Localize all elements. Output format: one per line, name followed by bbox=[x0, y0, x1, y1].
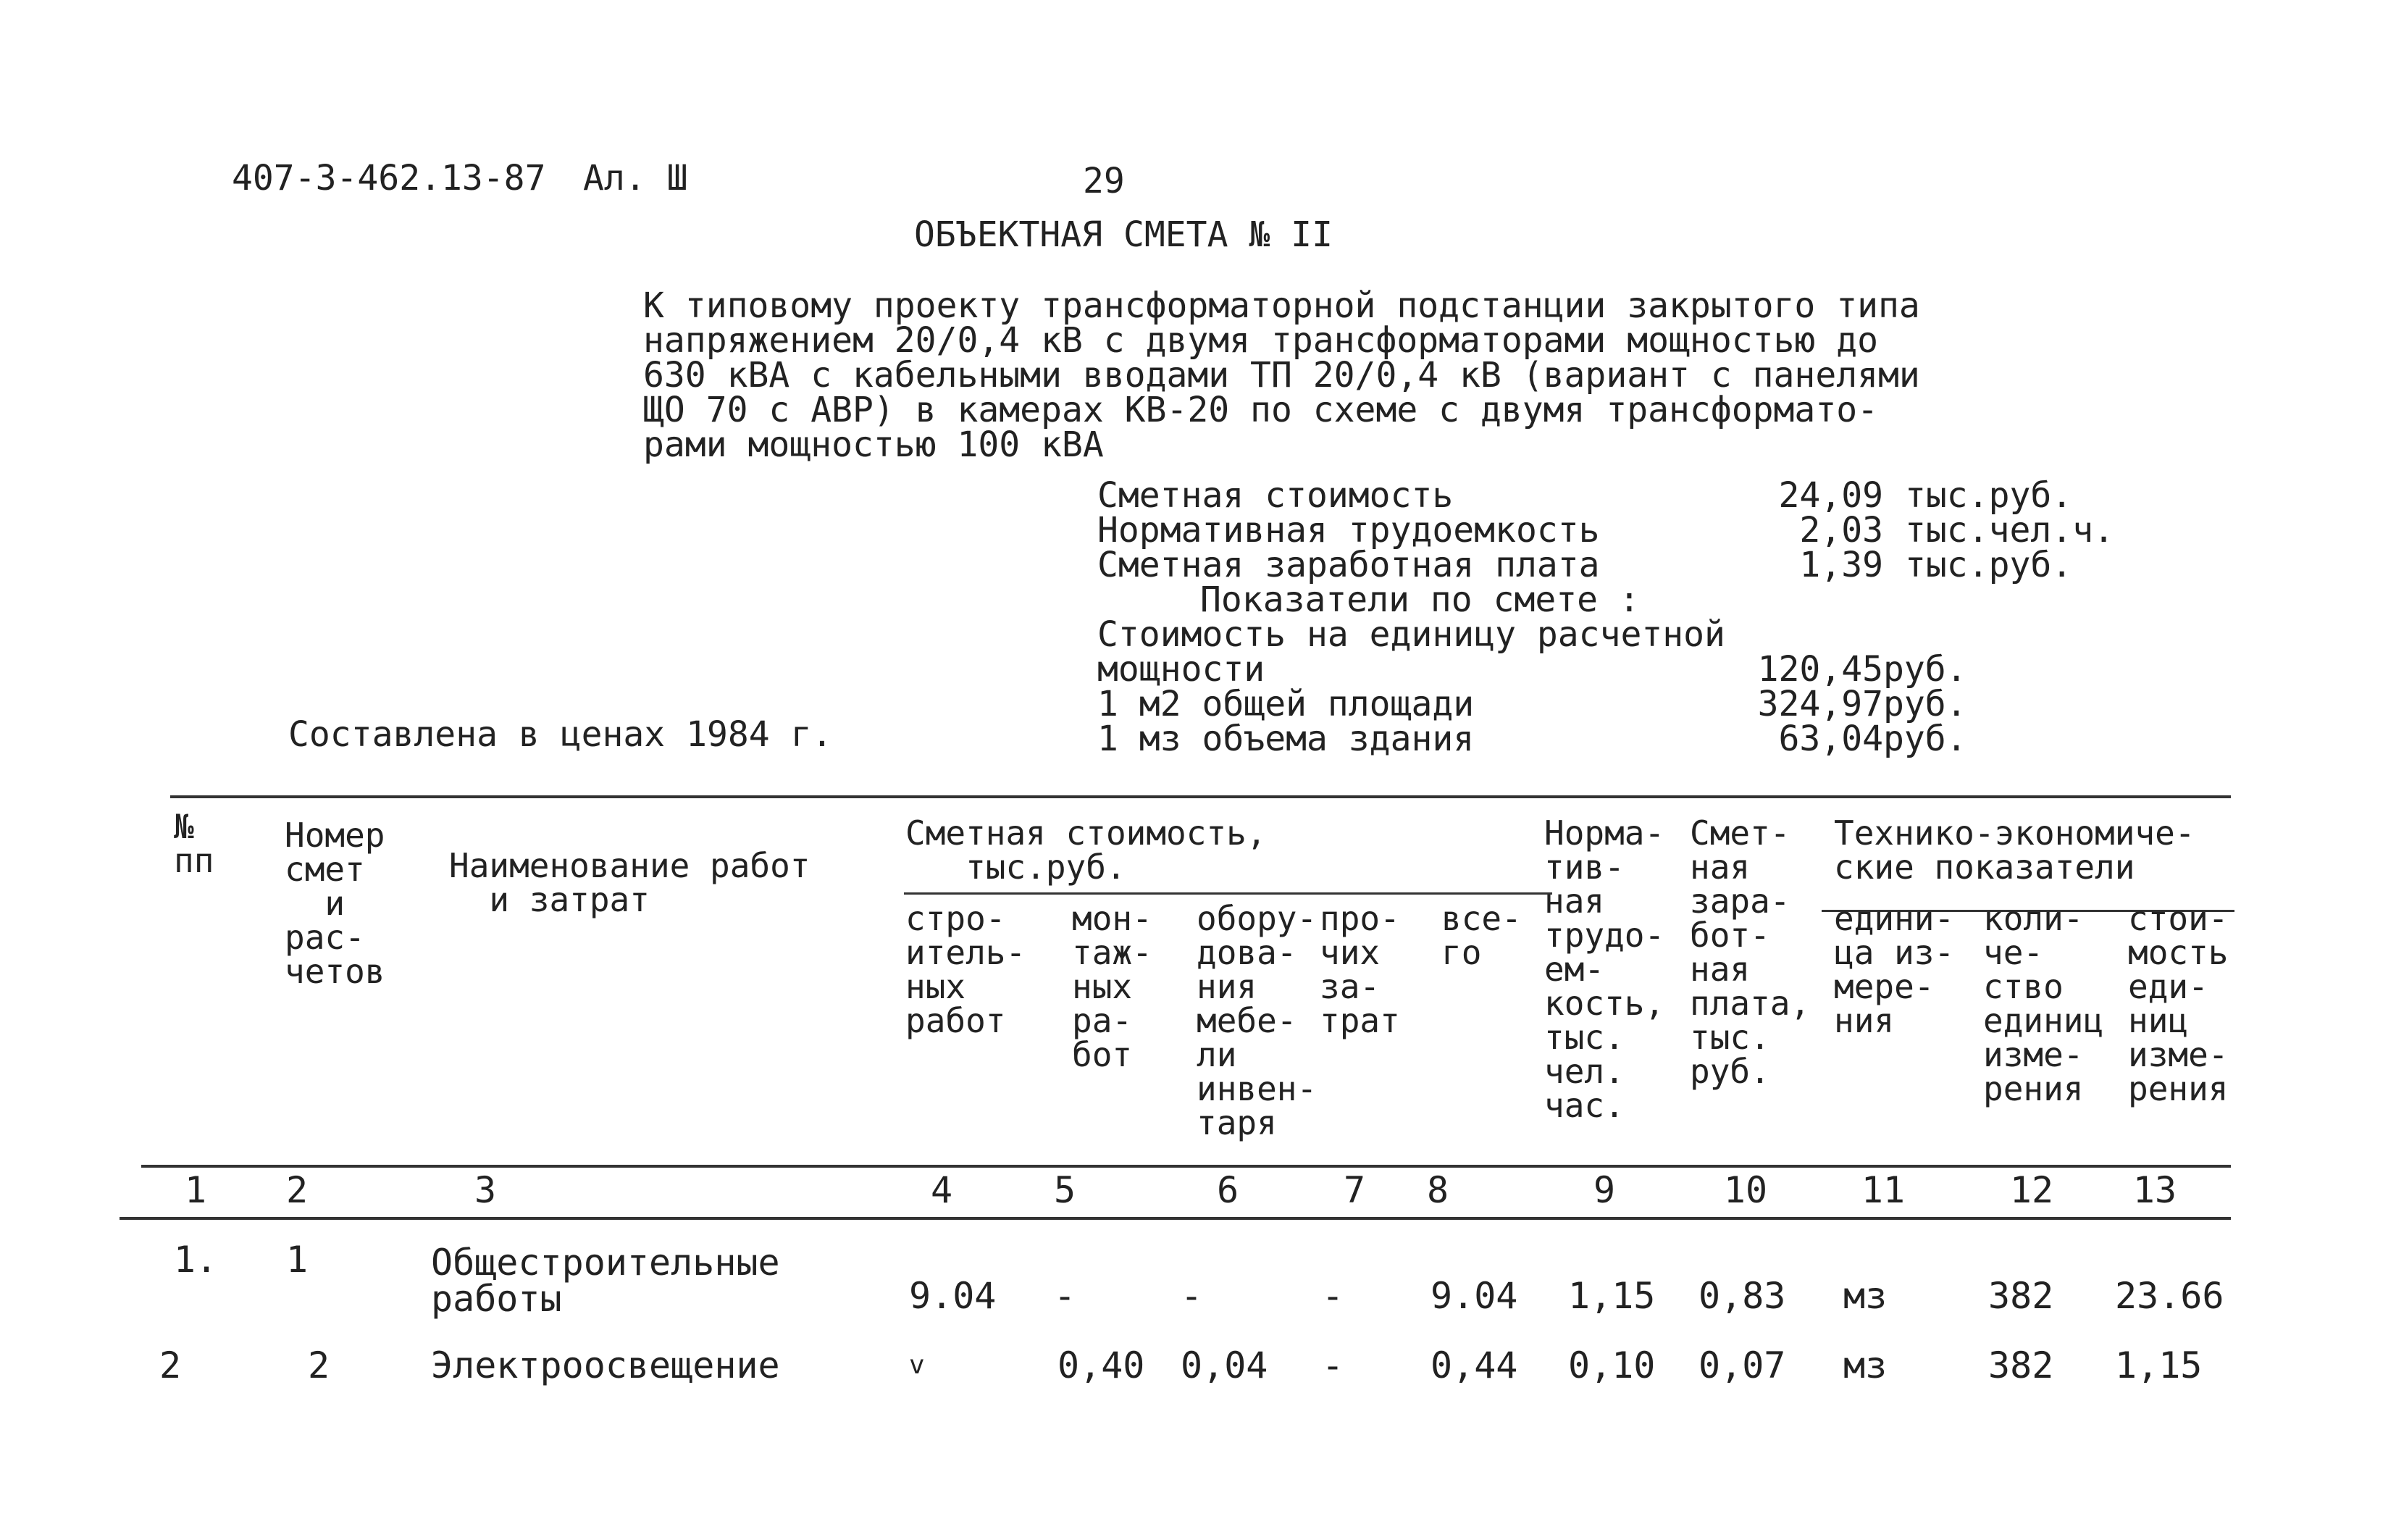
row-other: - bbox=[1321, 1275, 1344, 1317]
description-line-1: К типовому проекту трансформаторной подстанции закрытого типа bbox=[643, 285, 1920, 326]
row-number: 2 bbox=[159, 1344, 182, 1386]
document-title: ОБЪЕКТНАЯ СМЕТА № II bbox=[914, 214, 1333, 255]
row-number: 1. bbox=[173, 1239, 218, 1281]
table-top-rule bbox=[170, 795, 2231, 798]
description-line-3: 630 кВА с кабельными вводами ТП 20/0,4 кВ (вариант с панелями bbox=[643, 355, 1920, 396]
column-number-1: 1 bbox=[184, 1169, 207, 1211]
summary-area-unit: руб. bbox=[1883, 684, 1967, 724]
summary-area-value: 324,97 bbox=[1757, 684, 1883, 724]
header-tech-group: Технико-экономиче- ские показатели bbox=[1834, 813, 2195, 887]
description-line-5: рами мощностью 100 кВА bbox=[643, 424, 1104, 465]
row-total: 0,44 bbox=[1431, 1344, 1518, 1386]
summary-labor-value: 2,03 bbox=[1799, 510, 1883, 551]
column-number-7: 7 bbox=[1343, 1169, 1366, 1211]
summary-area-label: 1 м2 общей площади bbox=[1097, 684, 1475, 724]
header-estimate-number: Номер смет и рас- четов bbox=[285, 816, 385, 991]
column-number-5: 5 bbox=[1053, 1169, 1076, 1211]
description-line-2: напряжением 20/0,4 кВ с двумя трансформаторами мощностью до bbox=[643, 320, 1879, 361]
summary-wage-label: Сметная заработная плата bbox=[1097, 545, 1600, 585]
row-construction: v bbox=[909, 1350, 925, 1380]
row-installation: 0,40 bbox=[1057, 1344, 1145, 1386]
column-number-12: 12 bbox=[2009, 1169, 2054, 1211]
column-number-8: 8 bbox=[1426, 1169, 1449, 1211]
summary-unit-cost-label-2: мощности bbox=[1097, 649, 1265, 690]
row-unit-cost: 1,15 bbox=[2115, 1344, 2203, 1386]
row-total: 9.04 bbox=[1431, 1275, 1518, 1317]
row-name: Общестроительные работы bbox=[431, 1242, 780, 1320]
row-quantity: 382 bbox=[1988, 1275, 2054, 1317]
row-unit: мз bbox=[1843, 1344, 1888, 1386]
column-numbers-rule bbox=[120, 1217, 2231, 1220]
header-construction: стро- итель- ных работ bbox=[905, 899, 1026, 1040]
summary-cost-unit: тыс.руб. bbox=[1905, 475, 2073, 516]
row-equipment: - bbox=[1180, 1275, 1203, 1317]
column-number-4: 4 bbox=[930, 1169, 953, 1211]
header-wage: Смет- ная зара- бот- ная плата, тыс. руб. bbox=[1690, 813, 1811, 1091]
summary-labor-label: Нормативная трудоемкость bbox=[1097, 510, 1600, 551]
page-number: 29 bbox=[1083, 161, 1125, 201]
header-total: все- го bbox=[1441, 899, 1522, 972]
summary-wage-unit: тыс.руб. bbox=[1905, 545, 2073, 585]
row-equipment: 0,04 bbox=[1181, 1344, 1268, 1386]
summary-indicators-label: Показатели по смете : bbox=[1200, 579, 1640, 620]
summary-labor-unit: тыс.чел.ч. bbox=[1905, 510, 2114, 551]
row-unit: мз bbox=[1843, 1275, 1888, 1317]
row-wage: 0,83 bbox=[1698, 1275, 1786, 1317]
summary-wage-value: 1,39 bbox=[1799, 545, 1883, 585]
header-installation: мон- таж- ных ра- бот bbox=[1072, 899, 1152, 1074]
header-unit-cost: стои- мость еди- ниц изме- рения bbox=[2128, 899, 2229, 1108]
album-number: Ал. Ш bbox=[583, 158, 688, 198]
summary-volume-unit: руб. bbox=[1883, 719, 1967, 759]
summary-volume-label: 1 мз объема здания bbox=[1097, 719, 1475, 759]
column-number-13: 13 bbox=[2132, 1169, 2177, 1211]
header-row-number: № пп bbox=[174, 807, 214, 880]
summary-cost-value: 24,09 bbox=[1778, 475, 1883, 516]
column-number-3: 3 bbox=[474, 1169, 497, 1211]
row-labor: 1,15 bbox=[1568, 1275, 1656, 1317]
summary-unit-cost-label: Стоимость на единицу расчетной bbox=[1097, 614, 1725, 655]
description-line-4: ЩО 70 с АВР) в камерах КВ-20 по схеме с двумя трансформато- bbox=[643, 390, 1879, 430]
header-equipment: обору- дова- ния мебе- ли инвен- таря bbox=[1197, 899, 1318, 1142]
prices-note: Составлена в ценах 1984 г. bbox=[288, 714, 833, 755]
row-unit-cost: 23.66 bbox=[2115, 1275, 2224, 1317]
header-labor: Норма- тив- ная трудо- ем- кость, тыс. чел. час. bbox=[1544, 813, 1665, 1125]
summary-unit-cost-unit: руб. bbox=[1883, 649, 1967, 690]
row-wage: 0,07 bbox=[1698, 1344, 1786, 1386]
row-name: Электроосвещение bbox=[431, 1344, 780, 1386]
column-number-9: 9 bbox=[1593, 1169, 1616, 1211]
summary-unit-cost-value: 120,45 bbox=[1757, 649, 1883, 690]
header-unit: едини- ца из- мере- ния bbox=[1834, 899, 1955, 1040]
header-other: про- чих за- трат bbox=[1320, 899, 1400, 1040]
row-labor: 0,10 bbox=[1568, 1344, 1656, 1386]
column-number-2: 2 bbox=[285, 1169, 309, 1211]
header-work-name: Наименование работ и затрат bbox=[449, 846, 810, 919]
header-cost-group: Сметная стоимость, тыс.руб. bbox=[905, 813, 1267, 887]
row-estimate: 1 bbox=[285, 1239, 309, 1281]
row-estimate: 2 bbox=[307, 1344, 330, 1386]
column-number-10: 10 bbox=[1723, 1169, 1768, 1211]
row-installation: - bbox=[1053, 1275, 1076, 1317]
row-other: - bbox=[1321, 1344, 1344, 1386]
summary-volume-value: 63,04 bbox=[1778, 719, 1883, 759]
cost-group-rule bbox=[904, 892, 1552, 895]
row-quantity: 382 bbox=[1988, 1344, 2054, 1386]
summary-cost-label: Сметная стоимость bbox=[1097, 475, 1454, 516]
header-quantity: коли- че- ство единиц изме- рения bbox=[1983, 899, 2104, 1108]
column-number-6: 6 bbox=[1216, 1169, 1239, 1211]
column-number-11: 11 bbox=[1861, 1169, 1906, 1211]
row-construction: 9.04 bbox=[909, 1275, 997, 1317]
header-bottom-rule bbox=[141, 1165, 2231, 1168]
document-code: 407-3-462.13-87 bbox=[232, 158, 546, 198]
